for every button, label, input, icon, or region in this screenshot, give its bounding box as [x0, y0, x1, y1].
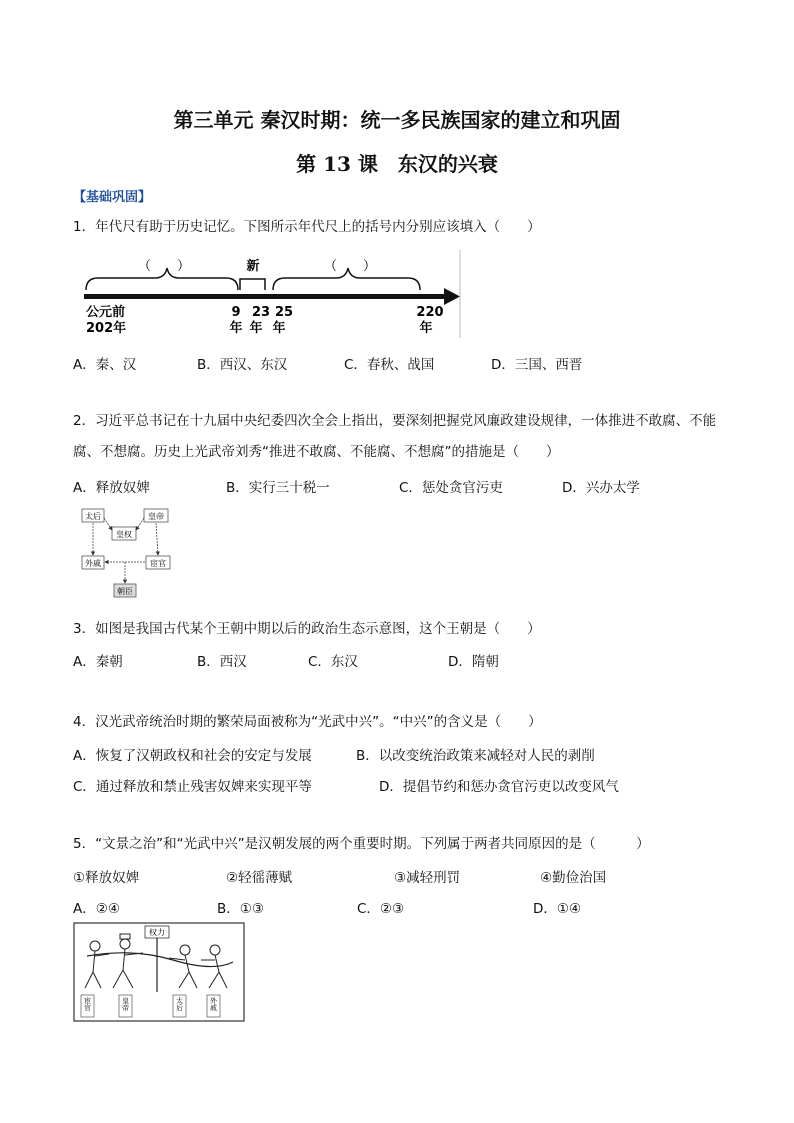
label-huanguan: 宦官: [150, 559, 166, 568]
question-1-stem: 1．年代尺有助于历史记忆。下图所示年代尺上的括号内分别应该填入（ ）: [73, 219, 541, 235]
section-label: 【基础巩固】: [73, 190, 152, 205]
q1-option-c: C．春秋、战国: [344, 357, 435, 373]
q5-option-d: D．①④: [533, 901, 582, 917]
q5-item-3: ③减轻刑罚: [394, 870, 461, 886]
tick-23: 23: [251, 305, 271, 320]
timeline-bar: [84, 294, 446, 299]
power-label: 权力: [149, 928, 165, 937]
q2-option-d: D．兴办太学: [562, 480, 640, 496]
label-huangdi: 皇帝: [148, 512, 164, 521]
question-2-stem-line1: 2．习近平总书记在十九届中央纪委四次全会上指出，要深刻把握党风廉政建设规律，一体推进不敢腐、不能: [73, 413, 717, 429]
start-label-line2: 202年: [86, 321, 127, 336]
timeline-figure: [80, 246, 465, 341]
cartoon-label-2: 皇帝: [121, 997, 130, 1011]
cartoon-label-4: 外戚: [209, 997, 218, 1011]
tick-220: 220: [416, 305, 444, 320]
question-3-stem: 3．如图是我国古代某个王朝中期以后的政治生态示意图，这个王朝是（ ）: [73, 621, 541, 637]
q4-option-d: D．提倡节约和惩办贪官污吏以改变风气: [379, 779, 619, 795]
unit-title: 第三单元 秦汉时期：统一多民族国家的建立和巩固: [173, 108, 621, 132]
q4-option-b: B．以改变统治政策来减轻对人民的剥削: [356, 748, 595, 764]
label-chenchen: 朝臣: [117, 587, 133, 596]
q3-option-c: C．东汉: [308, 654, 358, 670]
tick-9: 9: [231, 305, 241, 320]
q2-option-b: B．实行三十税一: [226, 480, 330, 496]
politics-diagram: [80, 506, 186, 600]
q3-option-d: D．隋朝: [448, 654, 499, 670]
q1-option-d: D．三国、西晋: [491, 357, 583, 373]
tick-25: 25: [274, 305, 294, 320]
q5-item-2: ②轻徭薄赋: [226, 870, 293, 886]
q1-option-a: A．秦、汉: [73, 357, 137, 373]
cartoon-label-3: 太后: [175, 997, 184, 1011]
lesson-title: 第 13 课 东汉的兴衰: [296, 152, 498, 176]
tick-220-unit: 年: [419, 321, 433, 336]
tug-of-war-cartoon: [73, 922, 245, 1022]
q2-option-c: C．惩处贪官污吏: [399, 480, 503, 496]
q5-option-c: C．②③: [357, 901, 405, 917]
label-waiqi: 外戚: [85, 559, 101, 568]
label-taihou: 太后: [85, 512, 101, 521]
cartoon-label-1: 宦官: [83, 997, 92, 1011]
q1-option-b: B．西汉、东汉: [197, 357, 288, 373]
left-bracket-label: （ ）: [137, 259, 191, 274]
start-label-line1: 公元前: [86, 305, 126, 320]
middle-label: 新: [246, 259, 260, 274]
tick-25-unit: 年: [272, 321, 286, 336]
q5-option-a: A．②④: [73, 901, 120, 917]
question-5-stem: 5．“文景之治”和“光武中兴”是汉朝发展的两个重要时期。下列属于两者共同原因的是（ ）: [73, 836, 650, 852]
label-huangquan: 皇权: [116, 530, 132, 539]
q5-option-b: B．①③: [217, 901, 264, 917]
q3-option-b: B．西汉: [197, 654, 247, 670]
q4-option-c: C．通过释放和禁止残害奴婢来实现平等: [73, 779, 312, 795]
middle-bracket: [240, 279, 265, 290]
q3-option-a: A．秦朝: [73, 654, 123, 670]
q4-option-a: A．恢复了汉朝政权和社会的安定与发展: [73, 748, 312, 764]
question-4-stem: 4．汉光武帝统治时期的繁荣局面被称为“光武中兴”。“中兴”的含义是（ ）: [73, 714, 542, 730]
q2-option-a: A．释放奴婢: [73, 480, 150, 496]
question-2-stem-line2: 腐、不想腐。历史上光武帝刘秀“推进不敢腐、不能腐、不想腐”的措施是（ ）: [73, 444, 560, 460]
tick-9-unit: 年: [229, 321, 243, 336]
q5-item-1: ①释放奴婢: [73, 870, 140, 886]
timeline-arrow-icon: [444, 288, 460, 305]
tick-23-unit: 年: [249, 321, 263, 336]
right-bracket-label: （ ）: [323, 259, 377, 274]
q5-item-4: ④勤俭治国: [540, 870, 607, 886]
